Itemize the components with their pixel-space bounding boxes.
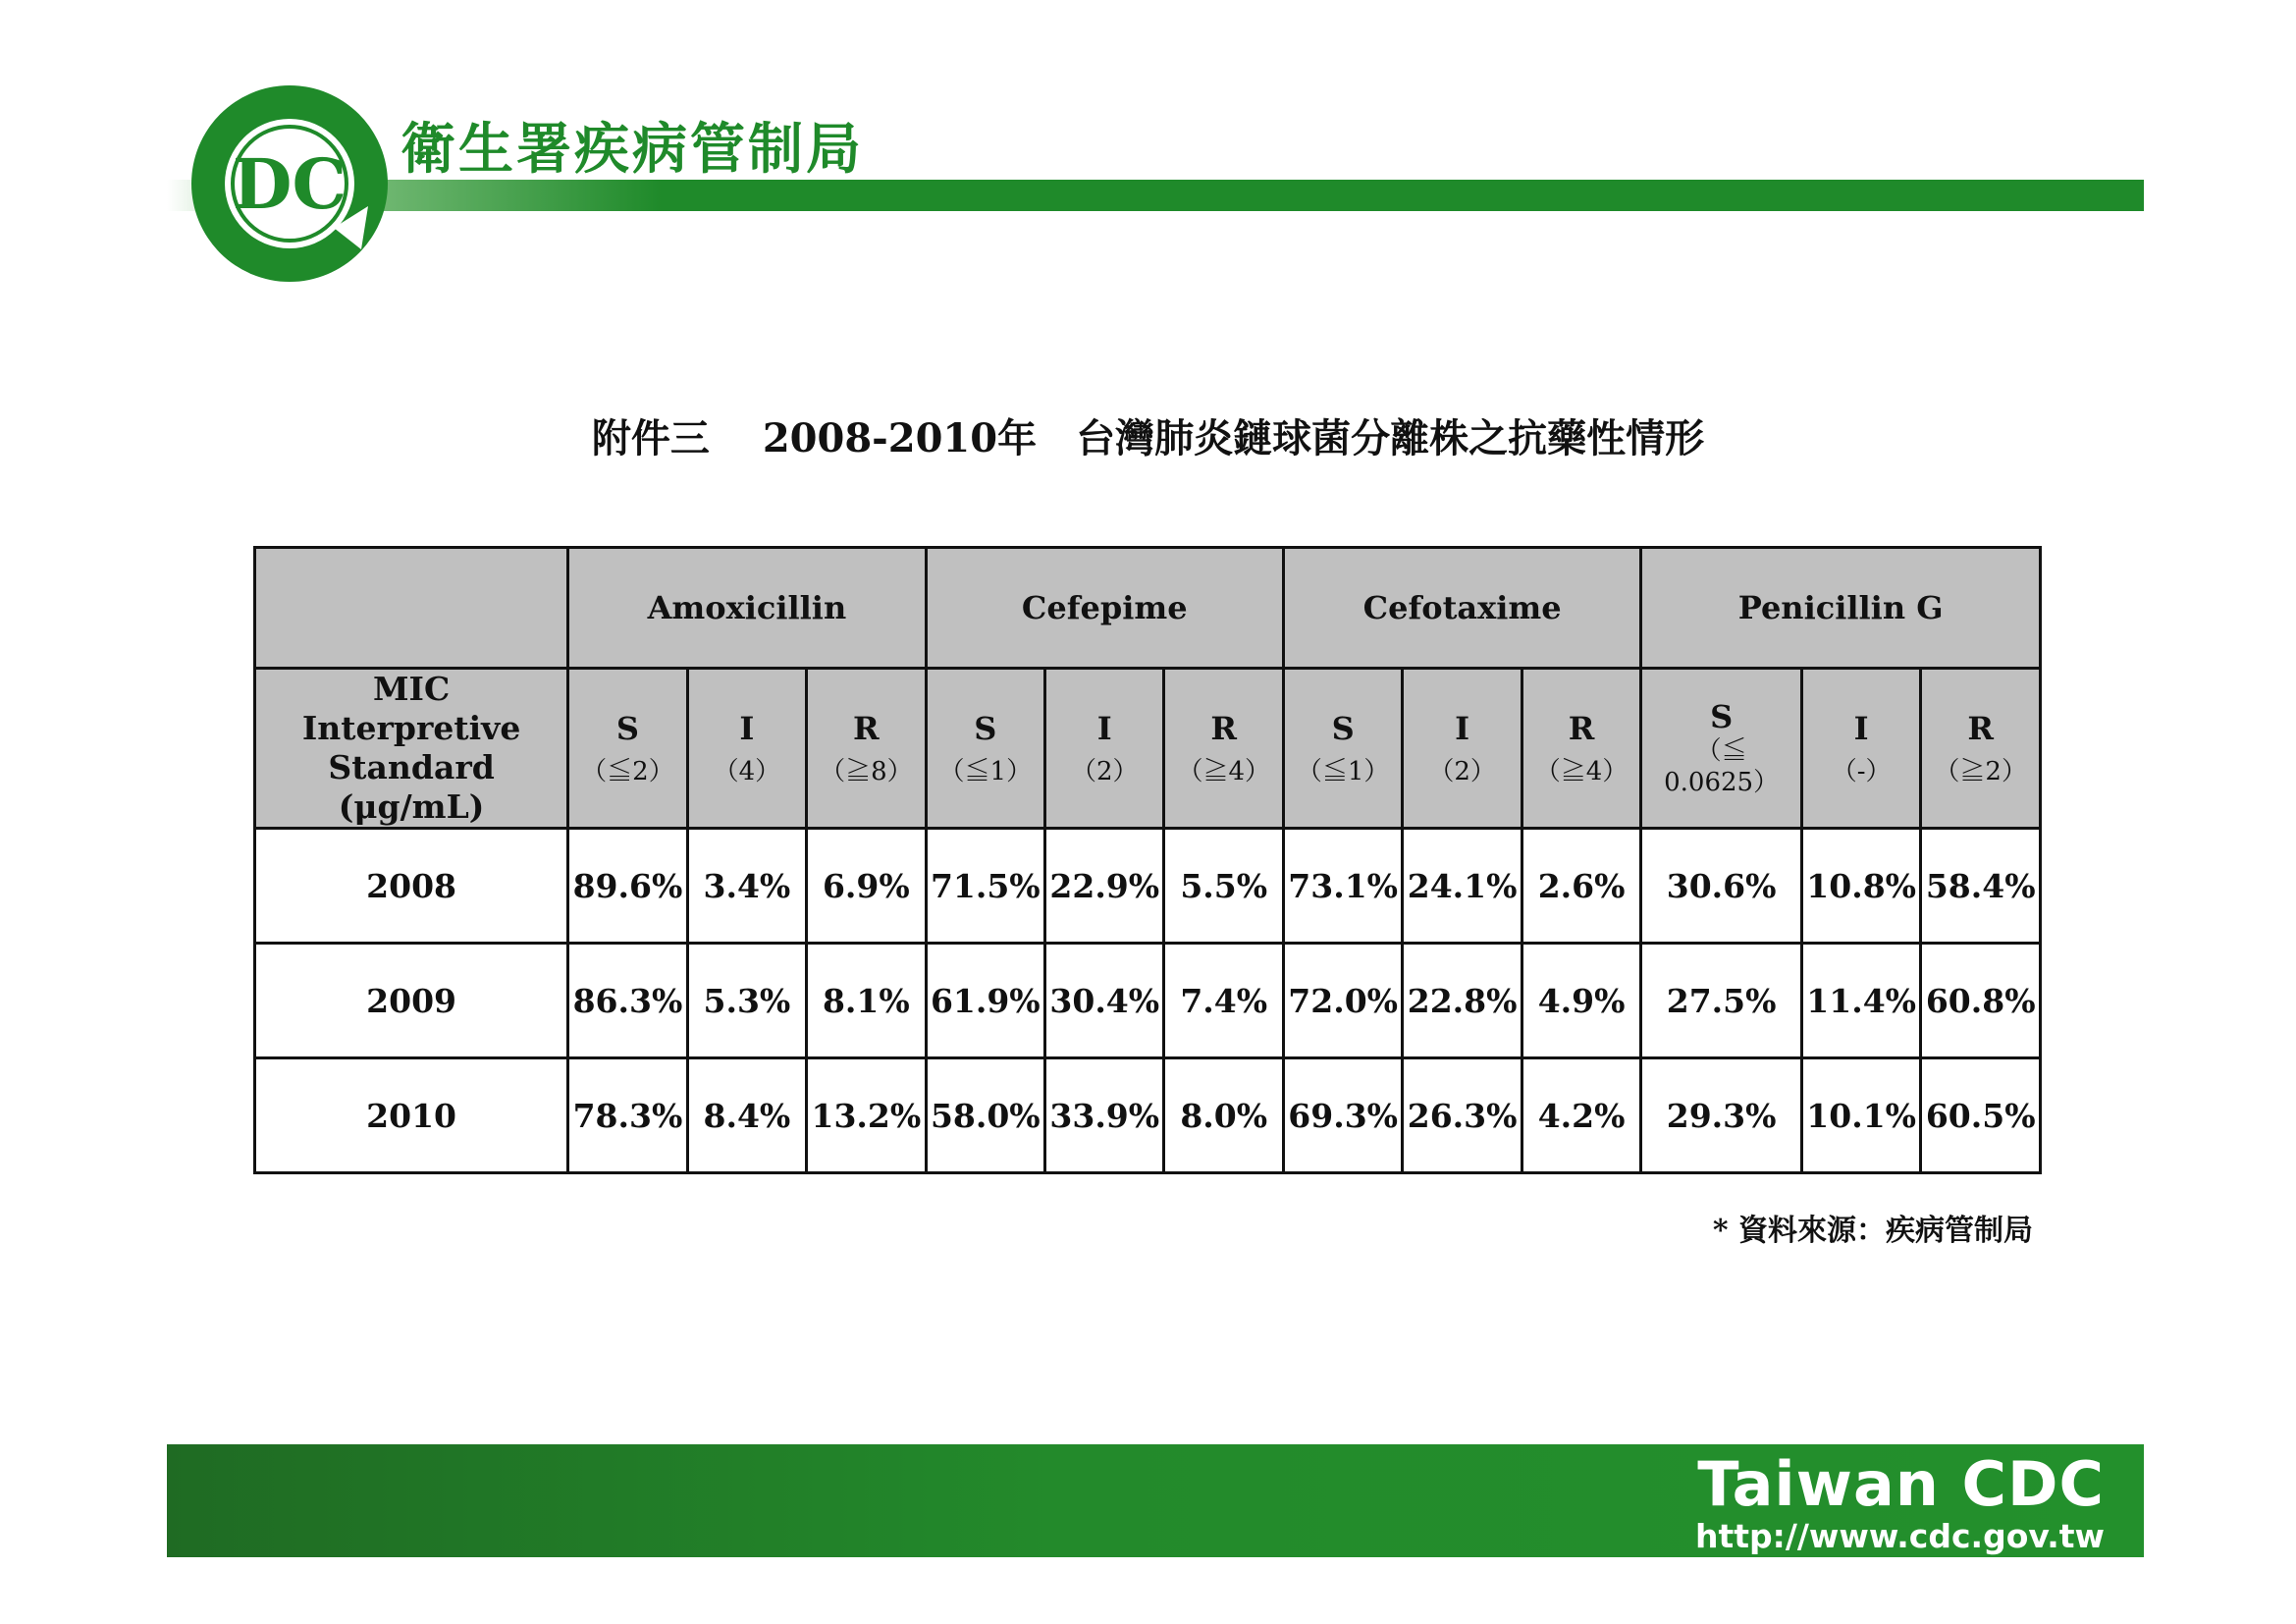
value-cell: 58.0% — [926, 1058, 1044, 1173]
value-cell: 2.6% — [1522, 829, 1640, 944]
value-cell: 4.2% — [1522, 1058, 1640, 1173]
value-cell: 78.3% — [568, 1058, 687, 1173]
value-cell: 13.2% — [807, 1058, 926, 1173]
corner-cell — [255, 548, 568, 669]
value-cell: 10.8% — [1801, 829, 1920, 944]
value-cell: 60.8% — [1921, 944, 2041, 1058]
category-header: I （2） — [1045, 669, 1164, 829]
org-name: 衛生署疾病管制局 — [400, 118, 864, 182]
value-cell: 71.5% — [926, 829, 1044, 944]
value-cell: 30.4% — [1045, 944, 1164, 1058]
value-cell: 27.5% — [1641, 944, 1802, 1058]
drug-header-penicillin-g: Penicillin G — [1641, 548, 2041, 669]
value-cell: 3.4% — [687, 829, 806, 944]
value-cell: 6.9% — [807, 829, 926, 944]
logo-initials: DC — [232, 143, 347, 225]
drug-header-amoxicillin: Amoxicillin — [568, 548, 926, 669]
value-cell: 4.9% — [1522, 944, 1640, 1058]
brand-url: http://www.cdc.gov.tw — [1694, 1517, 2105, 1555]
year-cell: 2010 — [255, 1058, 568, 1173]
drug-header-row — [255, 548, 2041, 669]
value-cell: 5.3% — [687, 944, 806, 1058]
mic-standard-label: MIC Interpretive Standard (μg/mL) — [255, 669, 568, 829]
value-cell: 10.1% — [1801, 1058, 1920, 1173]
category-header: R （≧4） — [1522, 669, 1640, 829]
table-row — [255, 1058, 2041, 1173]
category-header: I （4） — [687, 669, 806, 829]
table-row — [255, 944, 2041, 1058]
drug-header-cefepime: Cefepime — [926, 548, 1283, 669]
value-cell: 22.9% — [1045, 829, 1164, 944]
value-cell: 8.0% — [1164, 1058, 1283, 1173]
value-cell: 5.5% — [1164, 829, 1283, 944]
category-header: S （≦1） — [926, 669, 1044, 829]
value-cell: 72.0% — [1283, 944, 1402, 1058]
category-header: R （≧2） — [1921, 669, 2041, 829]
category-header: R （≧8） — [807, 669, 926, 829]
value-cell: 22.8% — [1403, 944, 1522, 1058]
value-cell: 29.3% — [1641, 1058, 1802, 1173]
footer-brand — [1694, 1448, 2105, 1556]
footer-bar — [167, 1444, 2144, 1557]
value-cell: 73.1% — [1283, 829, 1402, 944]
cdc-logo — [187, 81, 393, 287]
category-header: I （2） — [1403, 669, 1522, 829]
year-cell: 2009 — [255, 944, 568, 1058]
category-header: S （≦1） — [1283, 669, 1402, 829]
value-cell: 8.1% — [807, 944, 926, 1058]
value-cell: 60.5% — [1921, 1058, 2041, 1173]
resistance-table — [253, 546, 2042, 1174]
category-header: R （≧4） — [1164, 669, 1283, 829]
table-row — [255, 829, 2041, 944]
standard-header-row — [255, 669, 2041, 829]
value-cell: 30.6% — [1641, 829, 1802, 944]
value-cell: 8.4% — [687, 1058, 806, 1173]
value-cell: 69.3% — [1283, 1058, 1402, 1173]
value-cell: 33.9% — [1045, 1058, 1164, 1173]
value-cell: 86.3% — [568, 944, 687, 1058]
value-cell: 26.3% — [1403, 1058, 1522, 1173]
value-cell: 58.4% — [1921, 829, 2041, 944]
value-cell: 11.4% — [1801, 944, 1920, 1058]
year-cell: 2008 — [255, 829, 568, 944]
value-cell: 61.9% — [926, 944, 1044, 1058]
value-cell: 7.4% — [1164, 944, 1283, 1058]
category-header: S （≦ 0.0625） — [1641, 669, 1802, 829]
page-title: 附件三 2008-2010年 台灣肺炎鏈球菌分離株之抗藥性情形 — [591, 415, 1705, 461]
brand-name: Taiwan CDC — [1697, 1448, 2105, 1520]
source-note: * 資料來源：疾病管制局 — [1712, 1214, 2033, 1248]
value-cell: 24.1% — [1403, 829, 1522, 944]
category-header: S （≦2） — [568, 669, 687, 829]
value-cell: 89.6% — [568, 829, 687, 944]
category-header: I （-） — [1801, 669, 1920, 829]
drug-header-cefotaxime: Cefotaxime — [1283, 548, 1640, 669]
